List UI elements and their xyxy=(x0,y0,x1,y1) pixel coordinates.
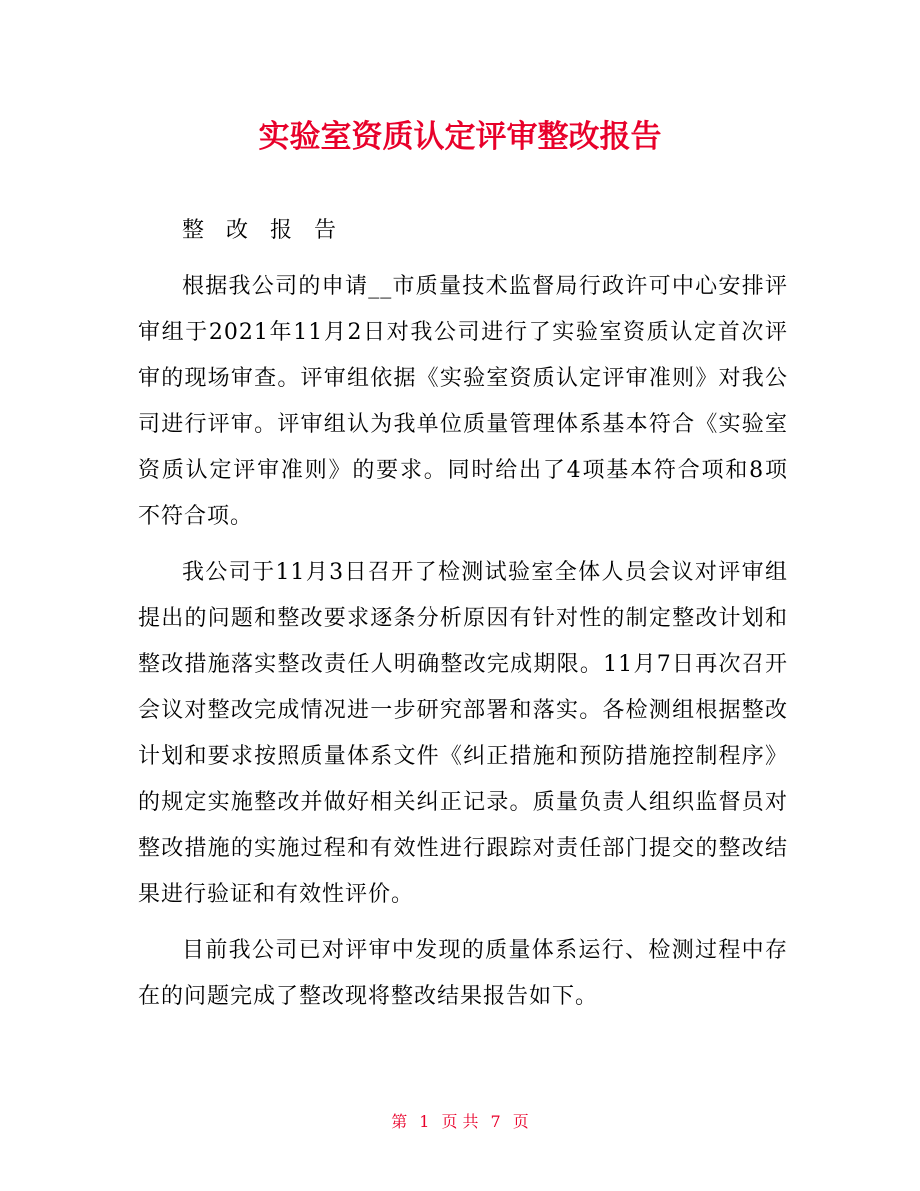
footer-prefix: 第 xyxy=(391,1112,408,1131)
document-body xyxy=(138,208,788,1020)
footer-suffix: 页 xyxy=(512,1112,529,1131)
paragraph-3: 目前我公司已对评审中发现的质量体系运行、检测过程中存在的问题完成了整改现将整改结果报告如下。 xyxy=(138,938,788,1009)
footer-page-number: 1 xyxy=(419,1112,430,1131)
page-footer xyxy=(0,1110,920,1134)
document-title: 实验室资质认定评审整改报告 xyxy=(258,119,662,155)
footer-total-pages: 7 xyxy=(490,1112,501,1131)
paragraph-1: 根据我公司的申请__市质量技术监督局行政许可中心安排评审组于2021年11月2日对我公司进行了实验室资质认定首次评审的现场审查。评审组依据《实验室资质认定评审准则》对我公司进行评审。评审组认为我单位质量管理体系基本符合《实验室资质认定评审准则》的要求。同时给出了4项基本符合项和8项不符合项。 xyxy=(138,274,788,529)
paragraph-2: 我公司于11月3日召开了检测试验室全体人员会议对评审组提出的问题和整改要求逐条分析原因有针对性的制定整改计划和整改措施落实整改责任人明确整改完成期限。11月7日再次召开会议对整改完成情况进一步研究部署和落实。各检测组根据整改计划和要求按照质量体系文件《纠正措施和预防措施控制程序》的规定实施整改并做好相关纠正记录。质量负责人组织监督员对整改措施的实施过程和有效性进行跟踪对责任部门提交的整改结果进行验证和有效性评价。 xyxy=(138,560,788,907)
report-heading: 整改报告 xyxy=(182,218,359,243)
footer-middle: 页 共 xyxy=(441,1112,479,1131)
